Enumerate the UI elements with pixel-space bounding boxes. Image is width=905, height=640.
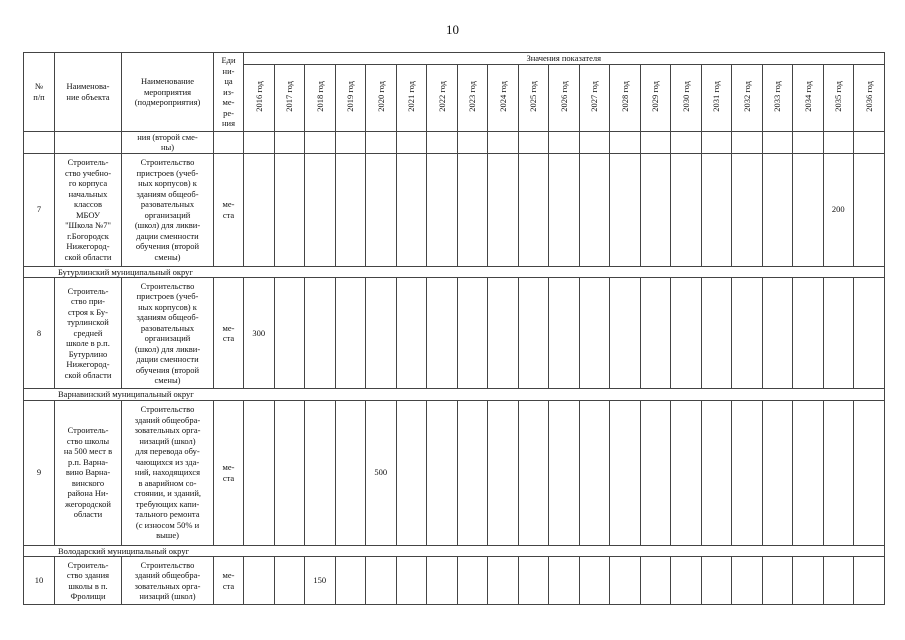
value-cell <box>671 557 702 605</box>
value-cell <box>366 557 397 605</box>
value-cell <box>762 278 793 389</box>
year-header-label: 2031 год <box>711 80 721 112</box>
year-header <box>427 64 458 131</box>
year-header-label: 2027 год <box>589 80 599 112</box>
year-header <box>854 64 885 131</box>
year-header <box>244 64 275 131</box>
year-header <box>579 64 610 131</box>
value-cell <box>610 131 641 153</box>
value-cell <box>274 400 305 545</box>
value-cell <box>610 400 641 545</box>
table-row <box>24 278 885 389</box>
page-number: 10 <box>446 22 459 37</box>
value-cell <box>732 131 763 153</box>
value-cell <box>244 400 275 545</box>
value-cell <box>549 557 580 605</box>
year-header-label: 2021 год <box>406 80 416 112</box>
value-cell <box>701 400 732 545</box>
value-cell <box>823 557 854 605</box>
unit-cell <box>214 131 244 153</box>
unit-cell: ме- ста <box>214 153 244 266</box>
value-cell <box>732 557 763 605</box>
year-header <box>671 64 702 131</box>
value-cell <box>549 131 580 153</box>
object-name <box>55 131 122 153</box>
row-number: 8 <box>24 278 55 389</box>
region-label: Володарский муниципальный округ <box>24 545 885 557</box>
row-number: 10 <box>24 557 55 605</box>
value-cell <box>427 131 458 153</box>
value-cell <box>610 153 641 266</box>
value-cell: 150 <box>305 557 336 605</box>
value-cell <box>396 153 427 266</box>
value-cell <box>488 400 519 545</box>
value-cell <box>579 400 610 545</box>
value-cell <box>579 278 610 389</box>
value-cell <box>457 400 488 545</box>
region-label: Бутурлинский муниципальный округ <box>24 266 885 278</box>
value-cell <box>396 278 427 389</box>
value-cell <box>579 557 610 605</box>
year-header <box>610 64 641 131</box>
year-header-label: 2018 год <box>314 80 325 112</box>
value-cell <box>518 557 549 605</box>
value-cell <box>427 400 458 545</box>
value-cell <box>793 400 824 545</box>
value-cell <box>488 131 519 153</box>
col-object-header: Наименова- ние объекта <box>55 53 122 132</box>
year-header-label: 2033 год <box>772 80 782 112</box>
object-name: Строитель- ство школы на 500 мест в р.п. Варна- вино Варна- винского района Ни- жегородской области <box>55 400 122 545</box>
value-cell <box>549 400 580 545</box>
year-header-label: 2030 год <box>680 80 691 112</box>
value-cell <box>457 131 488 153</box>
col-num-header: № п/п <box>24 53 55 132</box>
measure-name: ния (второй сме- ны) <box>122 131 214 153</box>
value-cell <box>640 153 671 266</box>
value-cell <box>488 153 519 266</box>
year-header <box>274 64 305 131</box>
year-header-label: 2026 год <box>558 80 569 112</box>
value-cell <box>762 131 793 153</box>
value-cell <box>701 131 732 153</box>
value-cell <box>457 153 488 266</box>
measure-name: Строительство зданий общеобра- зовательных орга- низаций (школ) для перевода обу- чающихся из зда- ний, находящихся в аварийном со- стоянии, и зданий, требующих капи- тального ремонта (с износом 50% и выше) <box>122 400 214 545</box>
year-header <box>457 64 488 131</box>
value-cell <box>640 400 671 545</box>
value-cell <box>732 278 763 389</box>
unit-cell: ме- ста <box>214 278 244 389</box>
year-header-label: 2024 год <box>497 80 508 112</box>
object-name: Строитель- ство здания школы в п. Фролищи <box>55 557 122 605</box>
table-row <box>24 557 885 605</box>
value-cell <box>640 557 671 605</box>
year-header <box>366 64 397 131</box>
value-cell <box>366 153 397 266</box>
value-cell <box>305 278 336 389</box>
value-cell <box>854 131 885 153</box>
year-header <box>793 64 824 131</box>
value-cell: 500 <box>366 400 397 545</box>
value-cell <box>335 278 366 389</box>
value-cell <box>579 131 610 153</box>
value-cell <box>701 557 732 605</box>
year-header-label: 2025 год <box>528 80 538 112</box>
value-cell <box>244 557 275 605</box>
value-cell <box>854 557 885 605</box>
value-cell <box>427 557 458 605</box>
year-header-label: 2028 год <box>619 80 630 112</box>
value-cell <box>854 153 885 266</box>
year-header <box>701 64 732 131</box>
unit-cell: ме- ста <box>214 557 244 605</box>
col-measure-header: Наименование мероприятия (подмероприятия) <box>122 53 214 132</box>
value-cell <box>518 400 549 545</box>
value-cell <box>671 131 702 153</box>
value-cell <box>427 153 458 266</box>
year-header <box>396 64 427 131</box>
value-cell <box>823 278 854 389</box>
unit-cell: ме- ста <box>214 400 244 545</box>
year-header <box>305 64 336 131</box>
year-header-label: 2036 год <box>863 80 874 112</box>
value-cell <box>762 400 793 545</box>
row-number <box>24 131 55 153</box>
row-number: 7 <box>24 153 55 266</box>
measure-name: Строительство пристроев (учеб- ных корпусов) к зданиям общеоб- разовательных организаций (школ) для ликви- дации сменности обучения (второй смены) <box>122 278 214 389</box>
value-cell <box>396 131 427 153</box>
value-cell <box>396 400 427 545</box>
year-header <box>732 64 763 131</box>
year-header <box>640 64 671 131</box>
value-cell <box>488 278 519 389</box>
value-cell <box>457 557 488 605</box>
value-cell <box>335 153 366 266</box>
year-header <box>823 64 854 131</box>
table-row <box>24 131 885 153</box>
value-cell <box>671 278 702 389</box>
value-cell <box>366 131 397 153</box>
object-name: Строитель- ство при- строя к Бу- турлинской средней школе в р.п. Бутурлино Нижегород- ской области <box>55 278 122 389</box>
year-header-label: 2029 год <box>650 80 660 112</box>
value-cell <box>732 400 763 545</box>
value-cell <box>701 278 732 389</box>
value-cell <box>274 278 305 389</box>
value-cell <box>518 278 549 389</box>
value-cell <box>274 131 305 153</box>
value-cell <box>518 153 549 266</box>
value-cell <box>793 278 824 389</box>
year-header-label: 2034 год <box>802 80 813 112</box>
value-cell <box>671 153 702 266</box>
value-cell <box>671 400 702 545</box>
value-cell <box>762 153 793 266</box>
value-cell <box>335 131 366 153</box>
value-cell <box>427 278 458 389</box>
year-header <box>335 64 366 131</box>
region-row <box>24 545 885 557</box>
value-cell <box>488 557 519 605</box>
value-cell <box>335 400 366 545</box>
value-cell <box>549 278 580 389</box>
row-number: 9 <box>24 400 55 545</box>
value-cell <box>793 557 824 605</box>
value-cell <box>305 153 336 266</box>
value-cell <box>274 153 305 266</box>
year-header-label: 2022 год <box>436 80 447 112</box>
year-header <box>488 64 519 131</box>
value-cell <box>762 557 793 605</box>
value-cell <box>549 153 580 266</box>
year-header <box>762 64 793 131</box>
value-cell <box>305 400 336 545</box>
value-cell <box>244 153 275 266</box>
value-cell <box>274 557 305 605</box>
measure-name: Строительство пристроев (учеб- ных корпусов) к зданиям общеоб- разовательных организаций (школ) для ликви- дации сменности обучения (второй смены) <box>122 153 214 266</box>
value-cell <box>854 278 885 389</box>
year-header-label: 2035 год <box>833 80 843 112</box>
year-header-label: 2032 год <box>741 80 752 112</box>
region-label: Варнавинский муниципальный округ <box>24 389 885 401</box>
table-row <box>24 153 885 266</box>
values-group-header: Значения показателя <box>244 53 885 65</box>
year-header-label: 2019 год <box>345 80 355 112</box>
year-header-label: 2023 год <box>467 80 477 112</box>
year-header-label: 2017 год <box>284 80 294 112</box>
value-cell <box>335 557 366 605</box>
measure-name: Строительство зданий общеобра- зовательных орга- низаций (школ) <box>122 557 214 605</box>
value-cell <box>457 278 488 389</box>
object-name: Строитель- ство учебно- го корпуса начальных классов МБОУ "Школа №7" г.Богородск Нижегород- ской области <box>55 153 122 266</box>
value-cell <box>366 278 397 389</box>
value-cell: 200 <box>823 153 854 266</box>
value-cell <box>396 557 427 605</box>
value-cell <box>518 131 549 153</box>
value-cell <box>823 400 854 545</box>
value-cell <box>732 153 763 266</box>
year-header-label: 2020 год <box>375 80 386 112</box>
value-cell <box>793 131 824 153</box>
year-header <box>518 64 549 131</box>
indicator-table <box>23 52 885 605</box>
value-cell <box>244 131 275 153</box>
year-header-label: 2016 год <box>253 80 264 112</box>
value-cell <box>579 153 610 266</box>
value-cell <box>640 131 671 153</box>
table-row <box>24 400 885 545</box>
col-unit-header: Еди ни- ца из- ме- ре- ния <box>214 53 244 132</box>
region-row <box>24 389 885 401</box>
value-cell <box>610 557 641 605</box>
region-row <box>24 266 885 278</box>
year-header <box>549 64 580 131</box>
value-cell <box>640 278 671 389</box>
value-cell <box>610 278 641 389</box>
value-cell <box>305 131 336 153</box>
value-cell <box>793 153 824 266</box>
value-cell: 300 <box>244 278 275 389</box>
value-cell <box>701 153 732 266</box>
value-cell <box>823 131 854 153</box>
value-cell <box>854 400 885 545</box>
